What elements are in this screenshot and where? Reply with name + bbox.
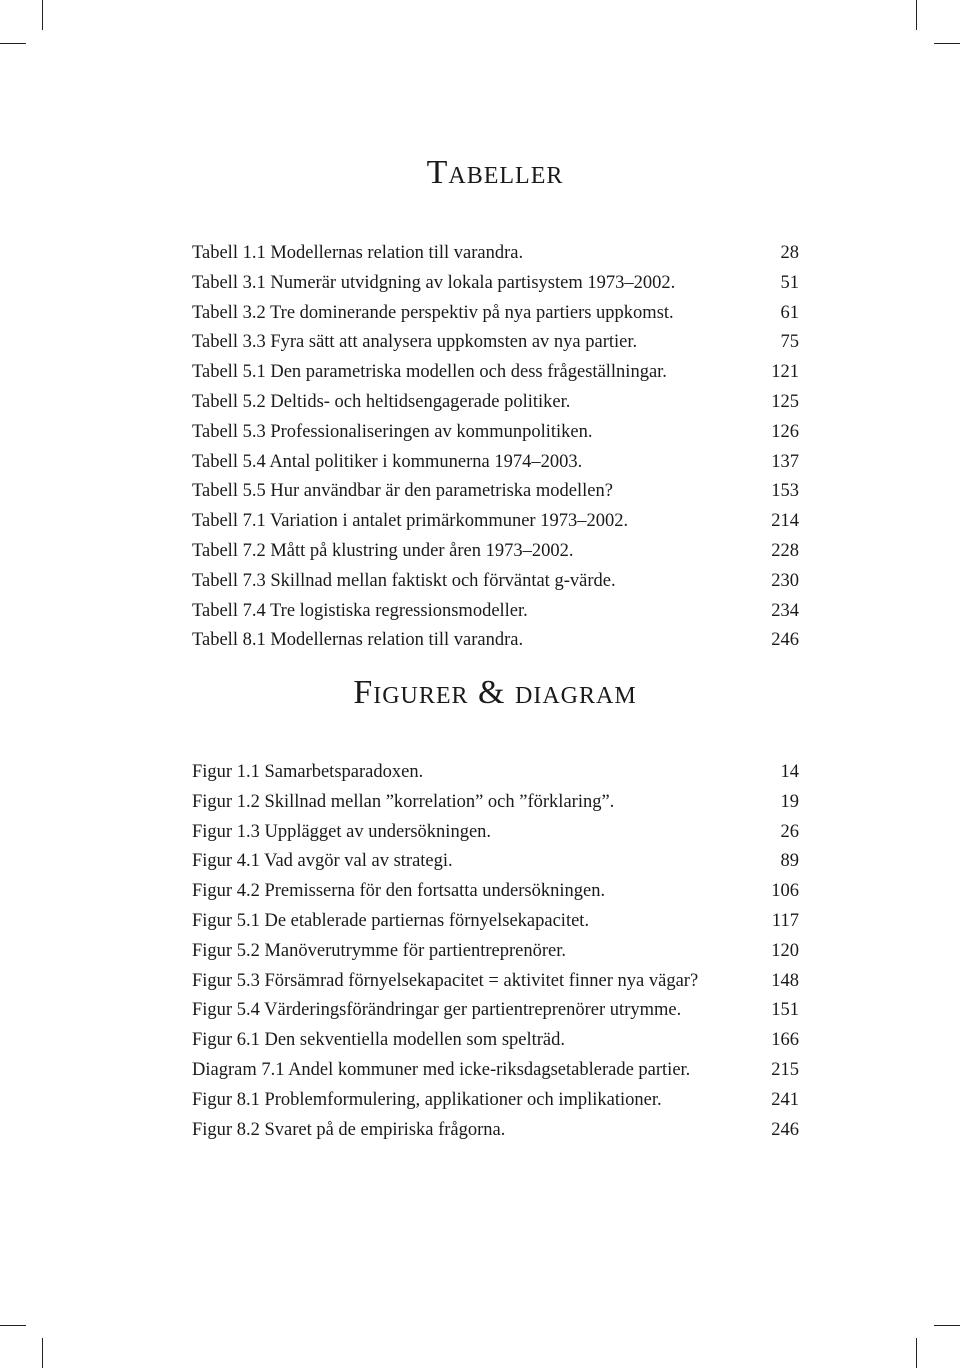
toc-entry — [192, 448, 799, 478]
toc-entry — [192, 328, 799, 358]
toc-entry — [192, 907, 799, 937]
toc-entry-title: Tabell 5.3 Professionaliseringen av kommunpolitiken. — [192, 421, 593, 442]
toc-entry-title: Tabell 3.2 Tre dominerande perspektiv på nya partiers uppkomst. — [192, 302, 674, 323]
toc-entry-page: 153 — [771, 481, 799, 502]
toc-entry — [192, 1086, 799, 1116]
toc-entry-page: 26 — [780, 821, 799, 842]
toc-entry-page: 28 — [780, 243, 799, 263]
toc-entry-page: 61 — [780, 302, 799, 323]
toc-entry — [192, 507, 799, 537]
toc-entry — [192, 239, 799, 269]
toc-entry-title: Figur 5.1 De etablerade partiernas förnyelsekapacitet. — [192, 910, 590, 931]
toc-entry-page: 214 — [771, 511, 799, 532]
toc-entry-title: Figur 8.1 Problemformulering, applikationer och implikationer. — [192, 1089, 662, 1110]
toc-entry-page: 228 — [771, 540, 799, 561]
toc-entry-page: 234 — [771, 600, 799, 621]
toc-entry-page: 106 — [771, 881, 799, 902]
tables-heading: Tabeller — [426, 154, 564, 191]
toc-entry-page: 51 — [780, 272, 799, 293]
crop-mark — [934, 1325, 960, 1326]
tables-list — [192, 239, 799, 656]
toc-entry — [192, 877, 799, 907]
toc-entry — [192, 418, 799, 448]
toc-entry — [192, 1026, 799, 1056]
toc-entry-page: 215 — [771, 1059, 799, 1080]
toc-entry-title: Figur 5.2 Manöverutrymme för partientreprenörer. — [192, 940, 566, 961]
toc-entry-title: Tabell 7.1 Variation i antalet primärkommuner 1973–2002. — [192, 511, 629, 532]
toc-entry — [192, 626, 799, 656]
crop-mark — [934, 43, 960, 44]
toc-entry-title: Tabell 7.2 Mått på klustring under åren 1973–2002. — [192, 540, 574, 561]
toc-entry-page: 89 — [780, 851, 799, 872]
toc-entry-title: Figur 1.3 Upplägget av undersökningen. — [192, 821, 492, 842]
toc-entry-page: 121 — [771, 362, 799, 383]
toc-entry-page: 151 — [771, 1000, 799, 1021]
crop-mark — [0, 43, 26, 44]
toc-entry-title: Tabell 5.5 Hur användbar är den parametriska modellen? — [192, 481, 613, 502]
toc-entry — [192, 567, 799, 597]
toc-entry-title: Tabell 3.1 Numerär utvidgning av lokala partisystem 1973–2002. — [192, 272, 676, 293]
crop-mark — [42, 0, 43, 30]
crop-mark — [916, 1338, 917, 1368]
toc-entry-title: Tabell 5.1 Den parametriska modellen och dess frågeställningar. — [192, 362, 667, 383]
toc-entry — [192, 937, 799, 967]
figures-heading: Figurer & diagram — [353, 674, 637, 711]
toc-entry-title: Figur 1.2 Skillnad mellan ”korrelation” och ”förklaring”. — [192, 791, 615, 812]
crop-mark — [42, 1338, 43, 1368]
toc-entry-title: Tabell 5.2 Deltids- och heltidsengagerade politiker. — [192, 391, 571, 412]
toc-entry — [192, 299, 799, 329]
toc-entry-title: Figur 6.1 Den sekventiella modellen som spelträd. — [192, 1030, 566, 1051]
crop-mark — [916, 0, 917, 30]
toc-entry-page: 241 — [771, 1089, 799, 1110]
toc-entry-title: Figur 5.4 Värderingsförändringar ger partientreprenörer utrymme. — [192, 1000, 682, 1021]
toc-entry — [192, 537, 799, 567]
toc-entry-page: 148 — [771, 970, 799, 991]
toc-entry-title: Figur 5.3 Försämrad förnyelsekapacitet = aktivitet finner nya vägar? — [192, 970, 699, 991]
toc-entry-page: 120 — [771, 940, 799, 961]
crop-mark — [0, 1325, 26, 1326]
toc-entry — [192, 269, 799, 299]
toc-entry — [192, 597, 799, 627]
toc-entry — [192, 1116, 799, 1146]
toc-entry-title: Figur 1.1 Samarbetsparadoxen. — [192, 762, 424, 782]
toc-entry-title: Figur 4.2 Premisserna för den fortsatta undersökningen. — [192, 881, 606, 902]
toc-entry-page: 19 — [780, 791, 799, 812]
toc-entry-title: Tabell 1.1 Modellernas relation till varandra. — [192, 243, 524, 263]
toc-entry-title: Figur 4.1 Vad avgör val av strategi. — [192, 851, 453, 872]
figures-list — [192, 758, 799, 1145]
toc-entry-page: 246 — [771, 1119, 799, 1140]
toc-entry-title: Tabell 7.4 Tre logistiska regressionsmodeller. — [192, 600, 528, 621]
toc-entry — [192, 477, 799, 507]
toc-entry-title: Tabell 8.1 Modellernas relation till varandra. — [192, 630, 524, 651]
toc-entry-title: Tabell 3.3 Fyra sätt att analysera uppkomsten av nya partier. — [192, 332, 638, 353]
toc-entry-title: Figur 8.2 Svaret på de empiriska frågorna. — [192, 1119, 506, 1140]
toc-entry-page: 166 — [771, 1030, 799, 1051]
toc-entry — [192, 388, 799, 418]
toc-entry-page: 14 — [780, 762, 799, 782]
toc-entry — [192, 847, 799, 877]
toc-entry — [192, 758, 799, 788]
toc-entry-page: 126 — [771, 421, 799, 442]
toc-entry-title: Tabell 7.3 Skillnad mellan faktiskt och förväntat g-värde. — [192, 570, 616, 591]
toc-entry-page: 125 — [771, 391, 799, 412]
toc-entry-title: Diagram 7.1 Andel kommuner med icke-riksdagsetablerade partier. — [192, 1059, 691, 1080]
toc-entry-page: 117 — [771, 910, 799, 931]
toc-entry-page: 246 — [771, 630, 799, 651]
toc-entry — [192, 358, 799, 388]
toc-entry — [192, 967, 799, 997]
toc-entry — [192, 1056, 799, 1086]
toc-entry — [192, 996, 799, 1026]
toc-entry-title: Tabell 5.4 Antal politiker i kommunerna 1974–2003. — [192, 451, 583, 472]
toc-entry-page: 75 — [780, 332, 799, 353]
toc-entry — [192, 788, 799, 818]
toc-entry — [192, 818, 799, 848]
toc-entry-page: 230 — [771, 570, 799, 591]
toc-entry-page: 137 — [771, 451, 799, 472]
